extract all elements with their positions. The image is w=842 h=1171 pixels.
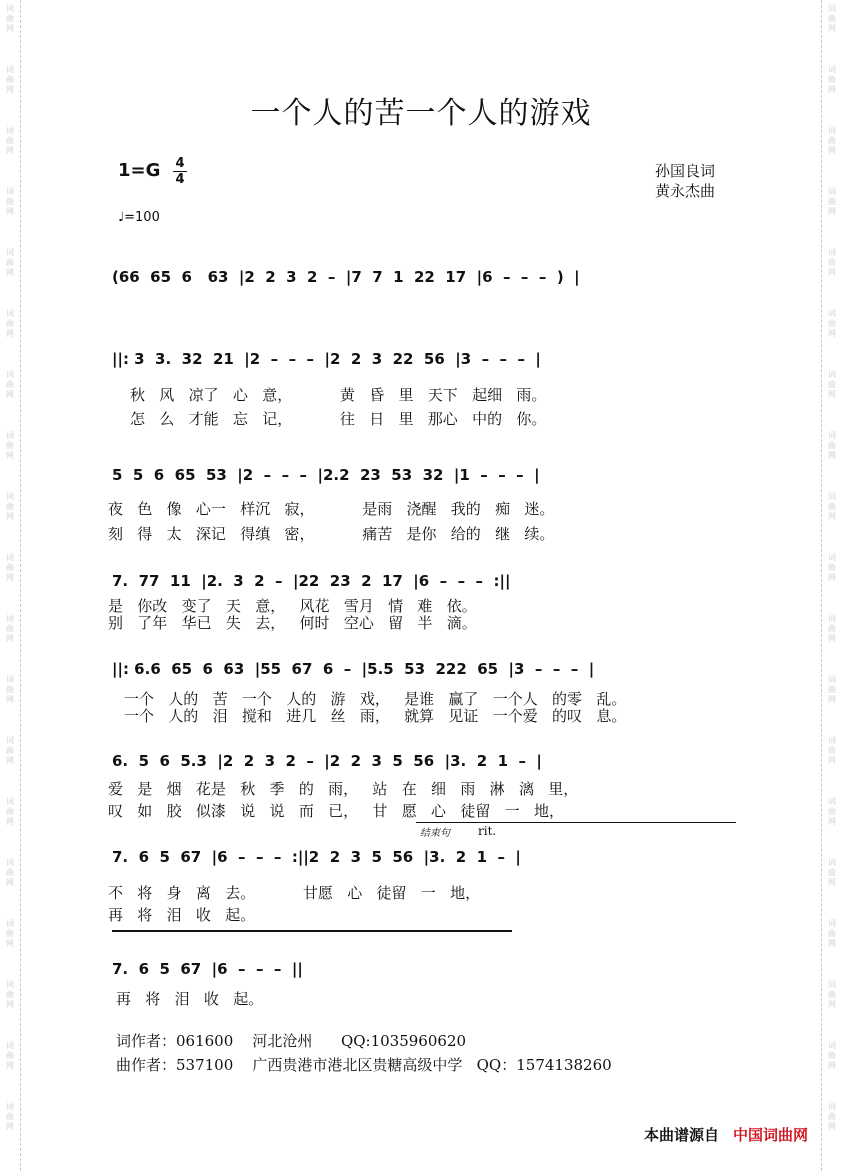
system-8-notes: 7. 6 5 67 |6 – – – || <box>112 960 303 978</box>
watermark-mark: 词 曲 网 <box>828 675 836 704</box>
system-5-lyric-1: 一个 人的 苦 一个 人的 游 戏， 是谁 赢了 一个人 的零 乱。 <box>124 690 627 708</box>
watermark-mark: 词 曲 网 <box>6 431 14 460</box>
watermark-mark: 词 曲 网 <box>6 919 14 948</box>
system-2-lyric-1: 秋 风 凉了 心 意， 黄 昏 里 天下 起细 雨。 <box>130 386 547 404</box>
watermark-mark: 词 曲 网 <box>6 675 14 704</box>
watermark-mark: 词 曲 网 <box>6 858 14 887</box>
watermark-mark: 词 曲 网 <box>6 4 14 33</box>
time-sig-top: 4 <box>175 156 185 171</box>
rit-marking: rit. <box>478 824 497 838</box>
watermark-mark: 词 曲 网 <box>6 614 14 643</box>
time-signature <box>172 156 188 187</box>
watermark-mark: 词 曲 网 <box>828 431 836 460</box>
system-7-notes: 7. 6 5 67 |6 – – – :||2 2 3 5 56 |3. 2 1 – | <box>112 848 521 866</box>
system-3-notes: 5 5 6 65 53 |2 – – – |2.2 23 53 32 |1 – – – | <box>112 466 540 484</box>
system-6-lyric-2: 叹 如 胶 似漆 说 说 而 已， 甘 愿 心 徒留 一 地， <box>108 802 564 820</box>
watermark-mark: 词 曲 网 <box>6 797 14 826</box>
system-4-lyric-1: 是 你改 变了 天 意， 风花 雪月 情 难 依。 <box>108 597 477 615</box>
system-2-notes: ||: 3 3. 32 21 |2 – – – |2 2 3 22 56 |3 – – – | <box>112 350 541 368</box>
song-title: 一个人的苦一个人的游戏 <box>250 96 592 131</box>
watermark-mark: 词 曲 网 <box>828 1102 836 1131</box>
time-sig-bottom: 4 <box>175 172 185 187</box>
system-4-notes: 7. 77 11 |2. 3 2 – |22 23 2 17 |6 – – – :|| <box>112 572 511 590</box>
system-8-lyric-1: 再 将 泪 收 起。 <box>116 990 264 1008</box>
lyricist-contact: 词作者：061600 河北沧州 QQ:1035960620 <box>116 1032 467 1050</box>
watermark-mark: 词 曲 网 <box>6 1041 14 1070</box>
ending-label: 结束句 <box>420 828 450 839</box>
system-5-notes: ||: 6.6 65 6 63 |55 67 6 – |5.5 53 222 65 |3 – – – | <box>112 660 595 678</box>
watermark-mark: 词 曲 网 <box>828 65 836 94</box>
tempo-marking: ♩=100 <box>118 210 160 225</box>
watermark-mark: 词 曲 网 <box>6 370 14 399</box>
watermark-mark: 词 曲 网 <box>6 309 14 338</box>
watermark-mark: 词 曲 网 <box>828 187 836 216</box>
coda-separator <box>112 930 512 932</box>
system-6-lyric-1: 爱 是 烟 花是 秋 季 的 雨， 站 在 细 雨 淋 漓 里， <box>108 780 579 798</box>
system-3-lyric-1: 夜 色 像 心一 样沉 寂， 是雨 浇醒 我的 痴 迷。 <box>108 500 555 518</box>
system-7-lyric-2: 再 将 泪 收 起。 <box>108 906 256 924</box>
watermark-mark: 词 曲 网 <box>6 980 14 1009</box>
composer-credit: 黄永杰曲 <box>655 182 716 200</box>
key-signature: 1=G <box>118 160 161 181</box>
system-6-notes: 6. 5 6 5.3 |2 2 3 2 – |2 2 3 5 56 |3. 2 1 – | <box>112 752 542 770</box>
ending-bracket <box>416 822 736 823</box>
watermark-mark: 词 曲 网 <box>828 553 836 582</box>
watermark-mark: 词 曲 网 <box>828 736 836 765</box>
watermark-mark: 词 曲 网 <box>828 858 836 887</box>
source-prefix: 本曲谱源自 <box>643 1126 719 1144</box>
source-brand[interactable]: 中国词曲网 <box>732 1126 808 1144</box>
watermark-mark: 词 曲 网 <box>6 492 14 521</box>
watermark-mark: 词 曲 网 <box>828 4 836 33</box>
watermark-mark: 词 曲 网 <box>828 309 836 338</box>
composer-contact: 曲作者：537100 广西贵港市港北区贵糖高级中学 QQ：1574138260 <box>116 1056 612 1074</box>
watermark-mark: 词 曲 网 <box>828 492 836 521</box>
system-4-lyric-2: 别 了年 华已 失 去， 何时 空心 留 半 滴。 <box>108 614 477 632</box>
watermark-mark: 词 曲 网 <box>828 126 836 155</box>
watermark-mark: 词 曲 网 <box>6 736 14 765</box>
watermark-mark: 词 曲 网 <box>828 797 836 826</box>
watermark-mark: 词 曲 网 <box>6 65 14 94</box>
watermark-mark: 词 曲 网 <box>6 1102 14 1131</box>
watermark-mark: 词 曲 网 <box>828 980 836 1009</box>
watermark-mark: 词 曲 网 <box>6 553 14 582</box>
watermark-mark: 词 曲 网 <box>6 126 14 155</box>
source-credit <box>644 1124 808 1145</box>
system-7-lyric-1: 不 将 身 离 去。 甘愿 心 徒留 一 地， <box>108 884 481 902</box>
watermark-mark: 词 曲 网 <box>828 919 836 948</box>
watermark-mark: 词 曲 网 <box>828 614 836 643</box>
watermark-mark: 词 曲 网 <box>828 248 836 277</box>
system-5-lyric-2: 一个 人的 泪 搅和 进几 丝 雨， 就算 见证 一个爱 的叹 息。 <box>124 707 627 725</box>
lyricist-credit: 孙国良词 <box>655 162 716 180</box>
watermark-mark: 词 曲 网 <box>6 187 14 216</box>
watermark-mark: 词 曲 网 <box>828 1041 836 1070</box>
system-2-lyric-2: 怎 么 才能 忘 记， 往 日 里 那心 中的 你。 <box>130 410 547 428</box>
watermark-mark: 词 曲 网 <box>6 248 14 277</box>
watermark-mark: 词 曲 网 <box>828 370 836 399</box>
system-3-lyric-2: 刻 得 太 深记 得缜 密， 痛苦 是你 给的 继 续。 <box>108 525 555 543</box>
system-1-notes: (66 65 6 63 |2 2 3 2 – |7 7 1 22 17 |6 – – – ) | <box>112 268 580 286</box>
